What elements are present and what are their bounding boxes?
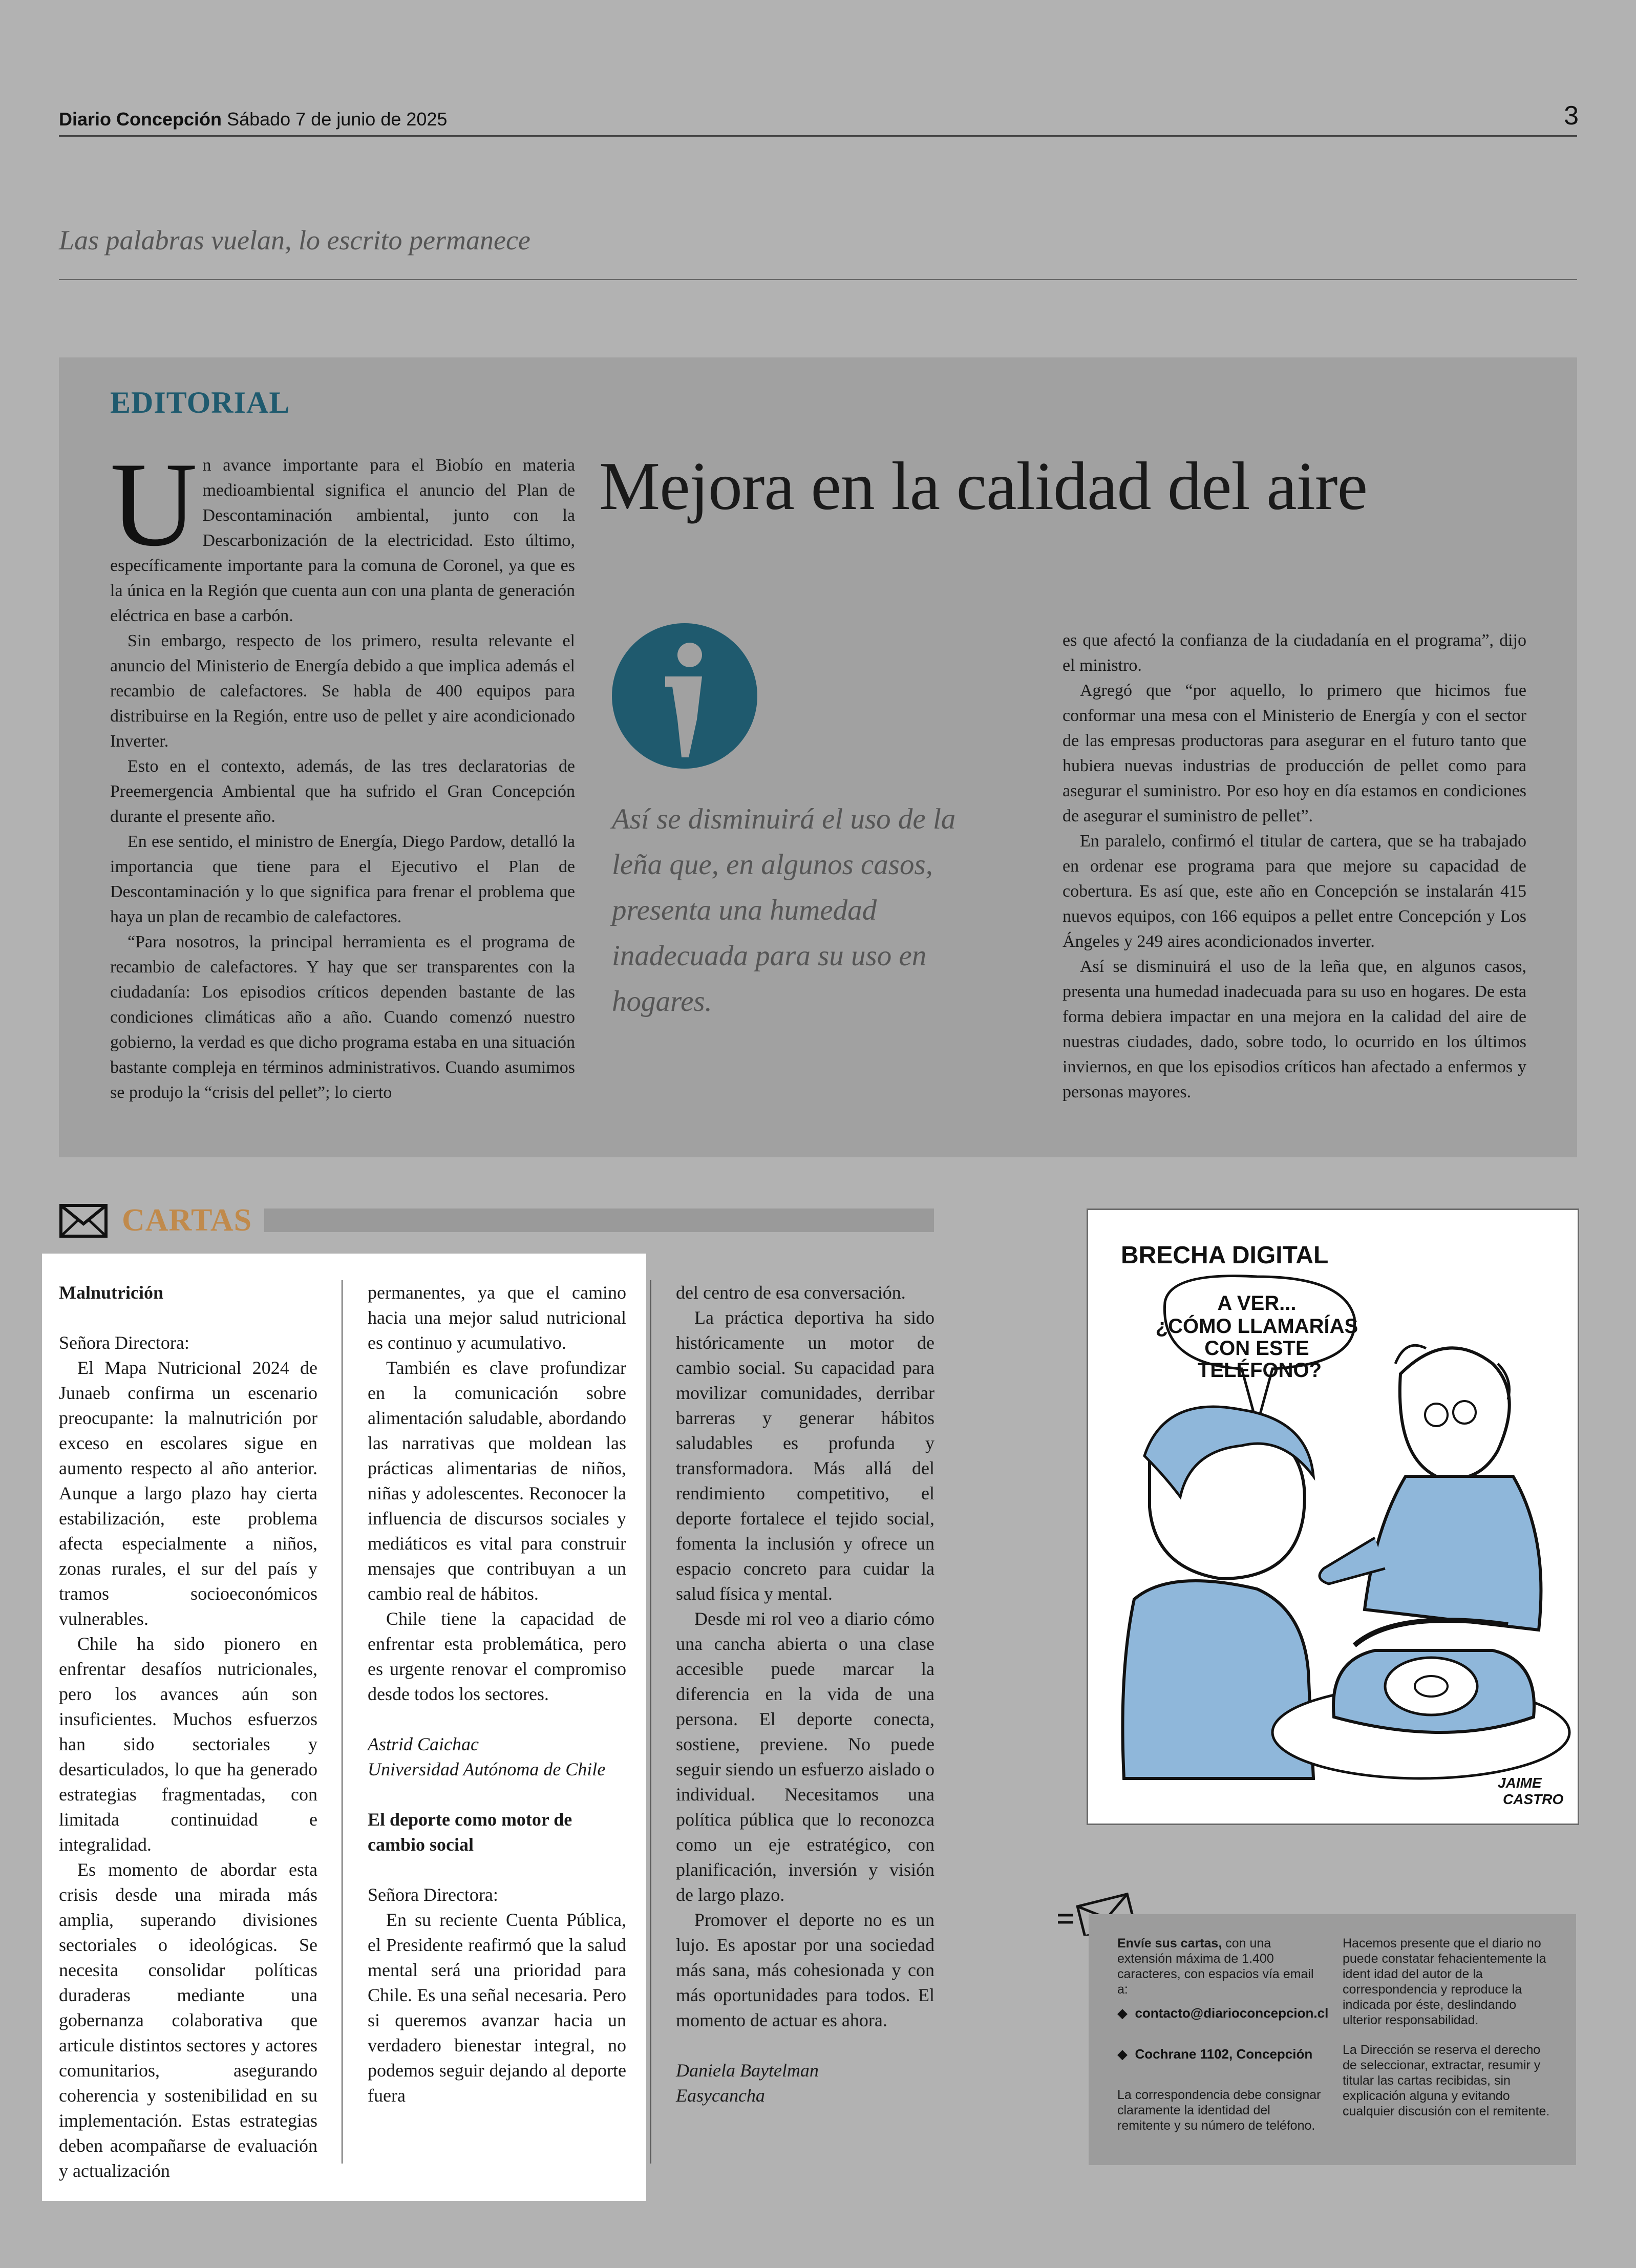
letter-salutation: Señora Directora:	[368, 1884, 498, 1905]
editorial-pull-quote: Así se disminuirá el uso de la leña que, en algunos casos, presenta una humedad inadecuada para su uso en hogares.	[612, 803, 956, 1018]
submission-disclaimer: Hacemos presente que el diario no puede constatar fehacientemente la ident idad del autor de la correspondencia y reproduce la indicada por éste, deslindando ulterior responsabilidad.	[1343, 1936, 1546, 2027]
cartoon-panel	[1087, 1209, 1579, 1825]
editorial-paragraph: Esto en el contexto, además, de las tres declaratorias de Preemergencia Ambiental que ha sufrido el Gran Concepción durante el presente año.	[110, 757, 575, 826]
column-divider	[342, 1280, 343, 2164]
bubble-line: CON ESTE	[1204, 1337, 1309, 1360]
letter-paragraph: Chile tiene la capacidad de enfrentar esta problemática, pero es urgente renovar el compromiso desde todos los sectores.	[368, 1608, 626, 1704]
cartoonist-signature: JAIME CASTRO	[1498, 1775, 1564, 1807]
editorial-paragraph: “Para nosotros, la principal herramienta es el programa de recambio de calefactores. Y hay que ser transparentes con la ciudadanía: Los episodios críticos dependen bastante de las condiciones climáticas año a año. Cuando comenzó nuestro gobierno, la verdad es que dicho programa estaba en una situación bastante compleja en términos administrativos. Cuando asumimos se produjo la “crisis del pellet”; lo cierto	[110, 932, 575, 1102]
letter-paragraph: Desde mi rol veo a diario cómo una cancha abierta o una clase accesible puede marcar la diferencia en la vida de una persona. El deporte conecta, sostiene, previene. No puede seguir siendo un esfuerzo aislado o individual. Necesitamos una política pública que lo reconozca como un eje estratégico, con planificación, inversión y visión de largo plazo.	[676, 1608, 934, 1905]
issue-date: Sábado 7 de junio de 2025	[227, 109, 448, 130]
submission-intro: Envíe sus cartas, con una extensión máxima de 1.400 caracteres, con espacios vía email a:	[1117, 1936, 1314, 1997]
envelope-icon	[59, 1203, 108, 1238]
bubble-line: TELÉFONO?	[1197, 1359, 1322, 1382]
letter-paragraph: Chile ha sido pionero en enfrentar desafíos nutricionales, pero los avances aún son insuficientes. Muchos esfuerzos han sido sectoriales y desarticulados, lo que ha generado estrategias fragmentadas, con limitada continuidad e integralidad.	[59, 1634, 317, 1855]
cartas-header-bar	[264, 1209, 934, 1232]
cartoon-title: BRECHA DIGITAL	[1121, 1242, 1329, 1269]
letter-paragraph: El Mapa Nutricional 2024 de Junaeb confirma un escenario preocupante: la malnutrición por exceso en escolares sigue en aumento respecto al año anterior. Aunque a largo plazo hay cierta estabilización, este problema afecta especialmente a niños, zonas rurales, el sur del país y tramos socioeconómicos vulnerables.	[59, 1358, 317, 1629]
letter-affiliation: Universidad Autónoma de Chile	[368, 1759, 606, 1779]
submission-rights: La Dirección se reserva el derecho de seleccionar, extractar, resumir y titular las cartas recibidas, sin explicación alguna y evitando cualquier discusión con el remitente.	[1343, 2043, 1550, 2118]
editorial-paragraph: es que afectó la confianza de la ciudadanía en el programa”, dijo el ministro.	[1063, 631, 1526, 675]
cartas-section-label: CARTAS	[122, 1203, 252, 1238]
letter-paragraph: La práctica deportiva ha sido históricamente un motor de cambio social. Su capacidad para movilizar comunidades, derribar barreras y generar hábitos saludables es profunda y transformadora. Más allá del rendimiento competitivo, el deporte fortalece el tejido social, fomenta la inclusión y ofrece un espacio concreto para cuidar la salud física y mental.	[676, 1307, 934, 1604]
editorial-paragraph: Así se disminuirá el uso de la leña que, en algunos casos, presenta una humedad inadecuada para su uso en hogares. De esta forma debiera impactar en una mejora en la calidad del aire de nuestras ciudades, dado, sobre todo, lo ocurrido en los últimos inviernos, en que los episodios críticos han afectado a enfermos y personas mayores.	[1063, 957, 1526, 1101]
submission-note: La correspondencia debe consignar claramente la identidad del remitente y su número de teléfono.	[1117, 2088, 1321, 2133]
letters-column-3	[676, 1280, 934, 2108]
page-number: 3	[1564, 101, 1579, 131]
bubble-line: ¿CÓMO LLAMARÍAS	[1155, 1315, 1358, 1338]
old-man-head	[1400, 1348, 1510, 1478]
slogan-rule	[59, 279, 1577, 280]
letter-paragraph: Promover el deporte no es un lujo. Es apostar por una sociedad más sana, más cohesionada y con más oportunidades para todos. El momento de actuar es ahora.	[676, 1910, 934, 2030]
editorial-label: EDITORIAL	[110, 386, 290, 419]
letter-salutation: Señora Directora:	[59, 1332, 189, 1353]
editorial-column-1	[110, 438, 575, 1105]
header-rule	[59, 135, 1577, 137]
letter-author: Daniela Baytelman	[676, 2060, 819, 2081]
submission-address: ◆ Cochrane 1102, Concepción	[1117, 2046, 1313, 2062]
info-icon	[612, 623, 757, 769]
page-header	[59, 109, 447, 130]
letter-title: El deporte como motor de cambio social	[368, 1809, 572, 1855]
editorial-column-3	[1063, 628, 1526, 1105]
letters-column-1	[59, 1280, 317, 2184]
letter-paragraph: También es clave profundizar en la comunicación sobre alimentación saludable, abordando las narrativas que moldean las prácticas alimentarias de niños, niñas y adolescentes. Reconocer la influencia de discursos sociales y mediáticos es vital para construir mensajes que contribuyan a un cambio real de hábitos.	[368, 1358, 626, 1604]
letter-author: Astrid Caichac	[368, 1734, 479, 1754]
letter-paragraph: En su reciente Cuenta Pública, el Presidente reafirmó que la salud mental será una prioridad para Chile. Es una señal necesaria. Pero si queremos avanzar hacia un verdadero bienestar integral, no podemos seguir dejando al deporte fuera	[368, 1910, 626, 2106]
section-slogan: Las palabras vuelan, lo escrito permanece	[59, 225, 530, 256]
submission-email[interactable]: ◆ contacto@diarioconcepcion.cl	[1117, 2005, 1329, 2021]
editorial-paragraph: Agregó que “por aquello, lo primero que hicimos fue conformar una mesa con el Ministerio de Energía y con el sector de las empresas productoras para asegurar en el futuro tanto que hubiera nuevas industrias de producción de pellet como para asegurar el suministro. Por eso hoy en día estamos en condiciones de asegurar el suministro de pellet”.	[1063, 681, 1526, 825]
letter-paragraph: permanentes, ya que el camino hacia una mejor salud nutricional es continuo y acumulativo.	[368, 1282, 626, 1353]
letter-title: Malnutrición	[59, 1282, 163, 1303]
editorial-paragraph: En paralelo, confirmó el titular de cartera, que se ha trabajado en ordenar ese programa para que mejore su capacidad de cobertura. Es así que, este año en Concepción se instalarán 415 nuevos equipos, con 166 equipos a pellet entre Concepción y Los Ángeles y 249 aires acondicionados inverter.	[1063, 832, 1526, 951]
newspaper-name: Diario Concepción	[59, 109, 222, 130]
letter-affiliation: Easycancha	[676, 2085, 765, 2106]
drop-cap: U	[110, 438, 198, 571]
letter-paragraph: del centro de esa conversación.	[676, 1282, 906, 1303]
editorial-paragraph: Un avance importante para el Biobío en materia medioambiental significa el anuncio del Plan de Descontaminación ambiental, junto con la Descarbonización de la electricidad. Esto último, específicamente importante para la comuna de Coronel, ya que es la única en la Región que cuenta aun con una planta de generación eléctrica en base a carbón.	[110, 438, 575, 625]
editorial-paragraph: En ese sentido, el ministro de Energía, Diego Pardow, detalló la importancia que tiene para el Ejecutivo el Plan de Descontaminación y lo que significa para frenar el problema que haya un plan de recambio de calefactores.	[110, 832, 575, 926]
editorial-paragraph: Sin embargo, respecto de los primero, resulta relevante el anuncio del Ministerio de Energía debido a que implica además el recambio de calefactores. Se habla de 400 equipos para distribuirse en la Región, entre uso de pellet y aire acondicionado Inverter.	[110, 631, 575, 751]
column-divider	[650, 1280, 651, 2164]
cartoon-illustration	[1088, 1210, 1578, 1824]
bubble-line: A VER...	[1217, 1292, 1297, 1315]
editorial-title: Mejora en la calidad del aire	[599, 448, 1368, 524]
letters-column-2	[368, 1280, 626, 2108]
old-man-body	[1365, 1476, 1541, 1630]
letter-paragraph: Es momento de abordar esta crisis desde una mirada más amplia, superando divisiones sectoriales o ideológicas. Se necesita consolidar políticas duraderas mediante una gobernanza colaborativa que articule distintos sectores y actores comunitarios, asegurando coherencia y sostenibilidad en su implementación. Estas estrategias deben acompañarse de evaluación y actualización	[59, 1859, 317, 2181]
